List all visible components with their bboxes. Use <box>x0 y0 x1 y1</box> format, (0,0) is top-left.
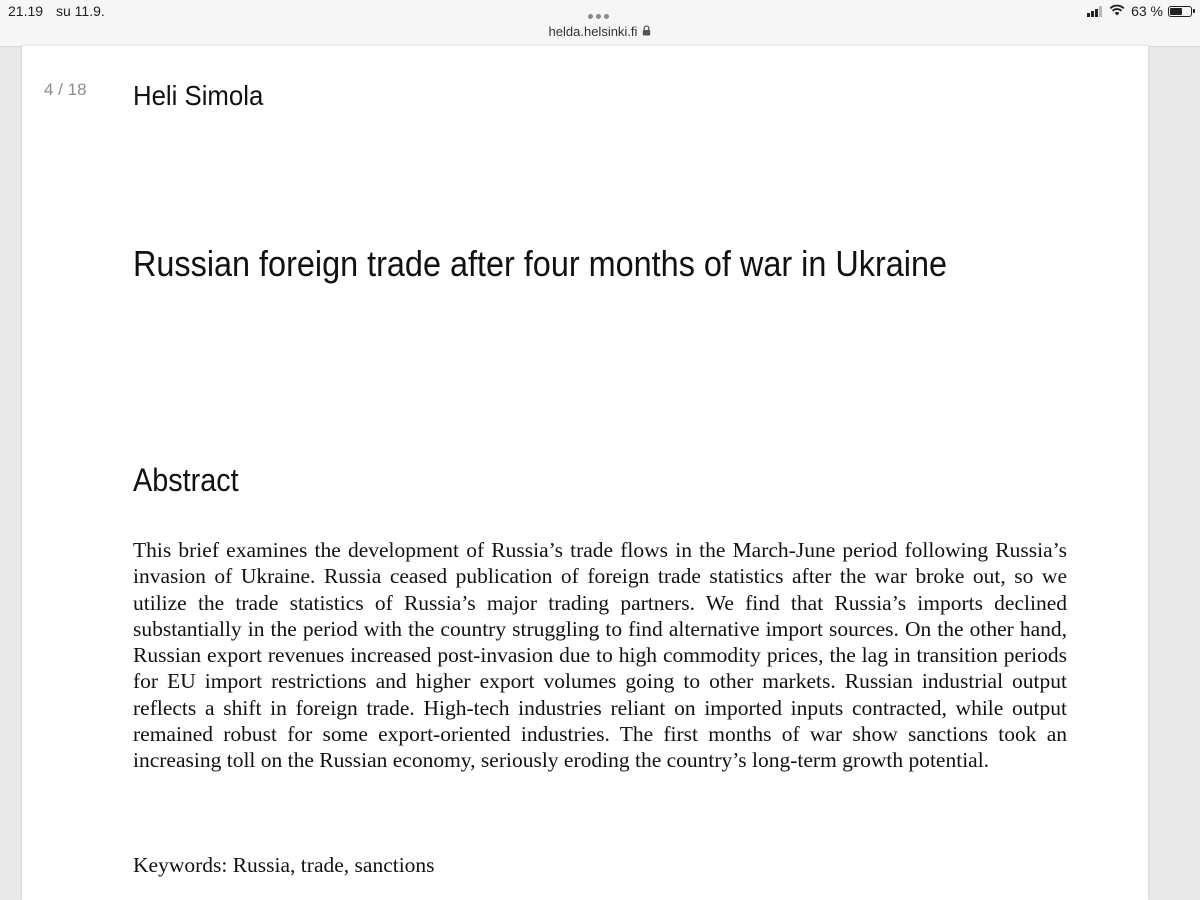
battery-percent: 63 % <box>1131 3 1163 19</box>
abstract-heading: Abstract <box>133 462 239 498</box>
lock-icon <box>642 24 651 39</box>
status-indicators <box>1087 2 1192 20</box>
battery-icon <box>1168 6 1192 17</box>
wifi-icon <box>1109 3 1125 19</box>
author-name: Heli Simola <box>133 80 264 111</box>
page-indicator: 4 / 18 <box>44 80 87 99</box>
cellular-signal-icon <box>1087 6 1103 17</box>
url-text[interactable]: helda.helsinki.fi <box>548 24 638 39</box>
keywords-line: Keywords: Russia, trade, sanctions <box>133 853 435 877</box>
pdf-page[interactable] <box>22 46 1148 900</box>
status-bar <box>0 0 1200 22</box>
document-title: Russian foreign trade after four months of war in Ukraine <box>133 243 947 284</box>
more-dots-icon[interactable] <box>588 6 612 12</box>
abstract-text: This brief examines the development of Russia’s trade flows in the March-June period following Russia’s invasion of Ukraine. Russia ceased publication of foreign trade statistics after the war broke out, so we utilize the trade statistics of Russia’s major trading partners. We find that Russia’s imports declined substantially in the period with the country struggling to find alternative import sources. On the other hand, Russian export revenues increased post-invasion due to high commodity prices, the lag in transition periods for EU import restrictions and higher export volumes going to other markets. Russian industrial output reflects a shift in foreign trade. High-tech industries reliant on imported inputs contracted, while output remained robust for some export-oriented industries. The first months of war show sanctions took an increasing toll on the Russian economy, seriously eroding the country’s long-term growth potential. <box>133 538 1067 773</box>
address-bar[interactable] <box>0 22 1200 47</box>
status-date: su 11.9. <box>56 3 105 19</box>
status-time: 21.19 <box>8 3 44 19</box>
